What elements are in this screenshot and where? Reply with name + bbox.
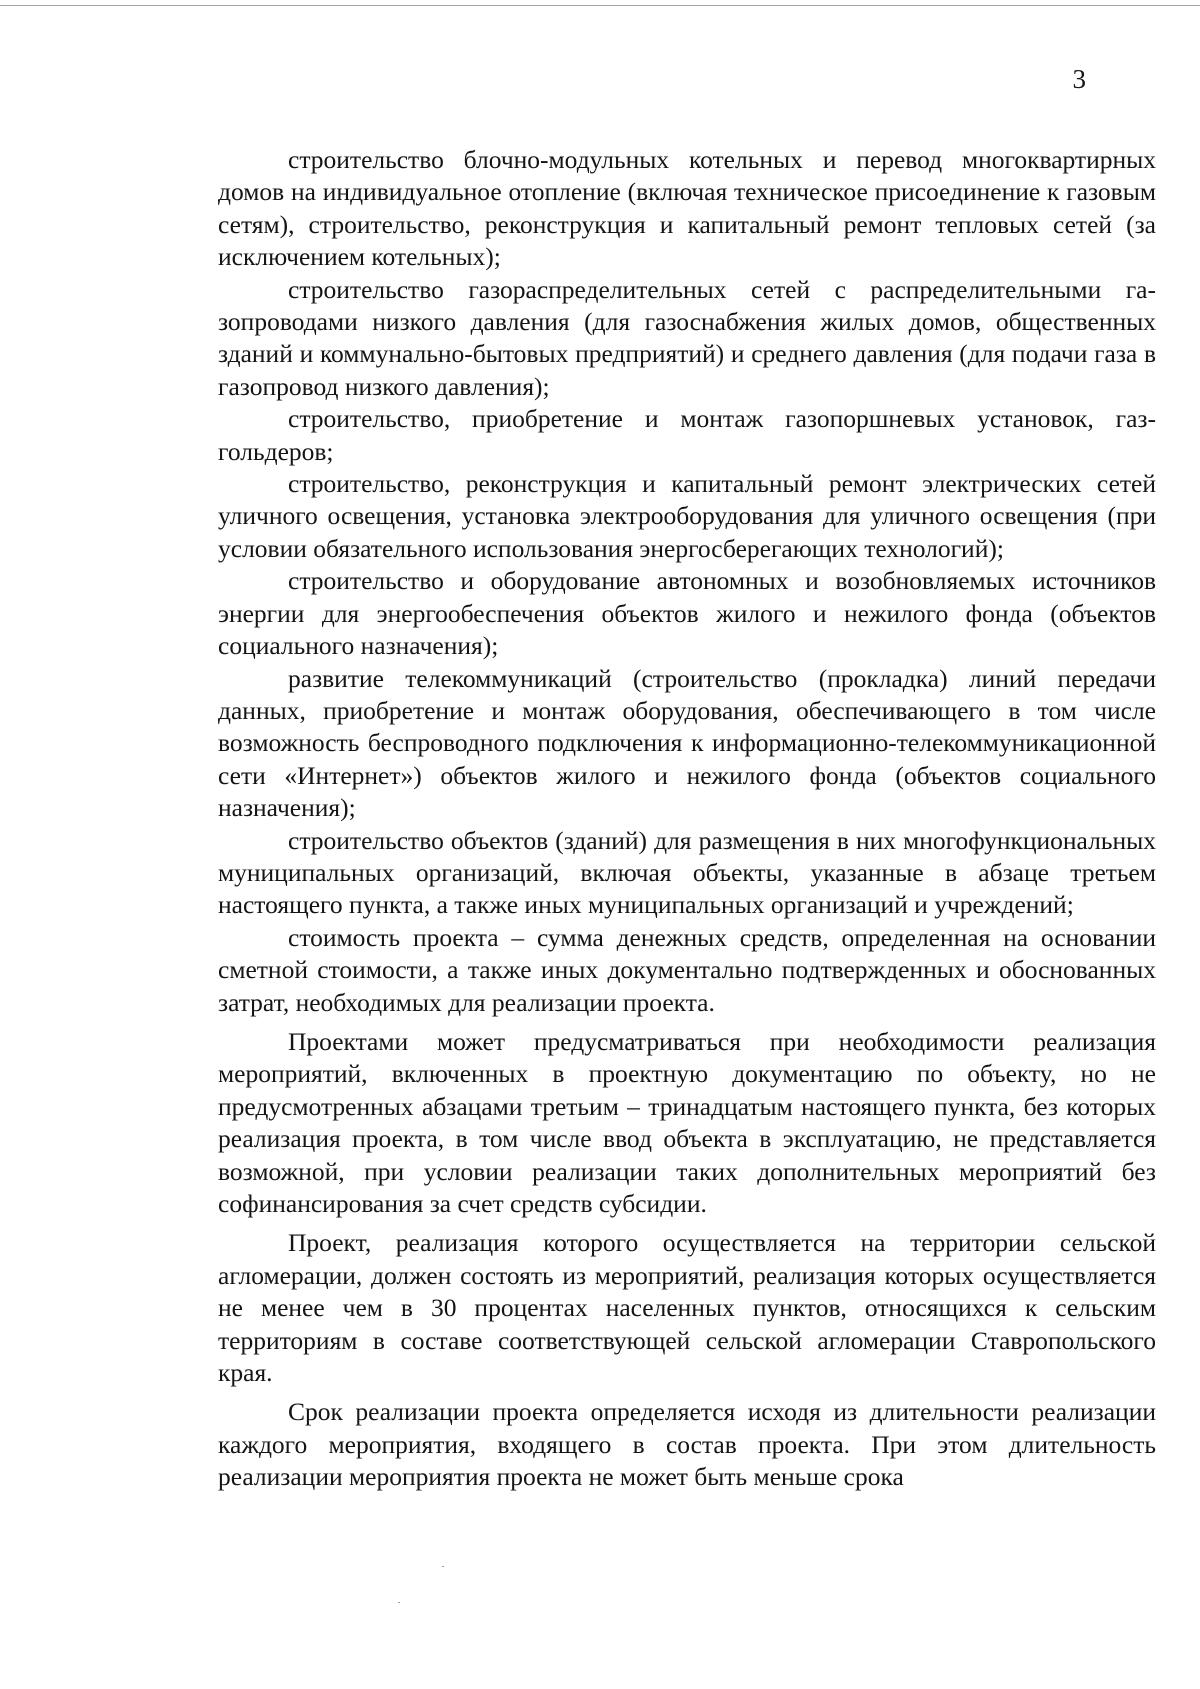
paragraph-gas-piston: строительство, приобретение и монтаж газопоршневых установок, газгольдеров; [218, 404, 1156, 466]
paragraph-gas-distribution: строительство газораспределительных сетей с распределительными газопроводами низкого давления (для газоснабжения жилых домов, общественных зданий и коммунально-бытовых предприятий) и среднего давления (для подачи газа в газопровод низкого давления); [218, 274, 1156, 401]
paragraph-energy-sources: строительство и оборудование автономных и возобновляемых источников энергии для энергообеспечения объектов жилого и нежилого фонда (объектов социального назначения); [218, 566, 1156, 661]
scan-speck [398, 1602, 400, 1603]
paragraph-boiler-heating: строительство блочно-модульных котельных и перевод многоквартирных домов на индивидуальное отопление (включая техническое присоединение к газовым сетям), строительство, реконструкция и капитальный ремонт тепловых сетей (за исключением котельных); [218, 145, 1156, 272]
paragraph-agglomeration: Проект, реализация которого осуществляется на территории сельской агломерации, должен состоять из мероприятий, реализация которых осуществляется не менее чем в 30 процентах населенных пунктов, относящихся к сельским территориям в составе соответствующей сельской агломерации Ставропольского края. [218, 1228, 1156, 1388]
page-number: 3 [1072, 64, 1086, 94]
paragraph-municipal-buildings: строительство объектов (зданий) для размещения в них многофункциональных муниципальных организаций, включая объекты, указанные в абзаце третьем настоящего пункта, а также иных муниципальных организаций и учреждений; [218, 825, 1156, 920]
paragraph-street-lighting: строительство, реконструкция и капитальный ремонт электрических сетей уличного освещения, установка электрооборудования для уличного освещения (при условии обязательного использования энергосберегающих технологий); [218, 469, 1156, 563]
page-top-edge [0, 5, 1200, 6]
scan-speck [442, 1566, 444, 1567]
paragraph-telecom: развитие телекоммуникаций (строительство (прокладка) линий передачи данных, приобретение и монтаж оборудования, обеспечивающего в том числе возможность беспроводного подключения к информационно-телекоммуникационной сети «Интернет») объектов жилого и нежилого фонда (объектов социального назначения); [218, 663, 1156, 823]
document-body [218, 144, 1156, 1494]
paragraph-project-term: Срок реализации проекта определяется исходя из длительности реализации каждого мероприятия, входящего в состав проекта. При этом длительность реализации мероприятия проекта не может быть меньше срока [218, 1397, 1156, 1492]
paragraph-additional-measures: Проектами может предусматриваться при необходимости реализация мероприятий, включенных в проектную документацию по объекту, но не предусмотренных абзацами третьим – тринадцатым настоящего пункта, без которых реализация проекта, в том числе ввод объекта в эксплуатацию, не представляется возможной, при условии реализации таких дополнительных мероприятий без софинансирования за счет средств субсидии. [218, 1026, 1156, 1218]
paragraph-project-cost: стоимость проекта – сумма денежных средств, определенная на основании сметной стоимости, а также иных документально подтвержденных и обоснованных затрат, необходимых для реализации проекта. [218, 922, 1156, 1017]
